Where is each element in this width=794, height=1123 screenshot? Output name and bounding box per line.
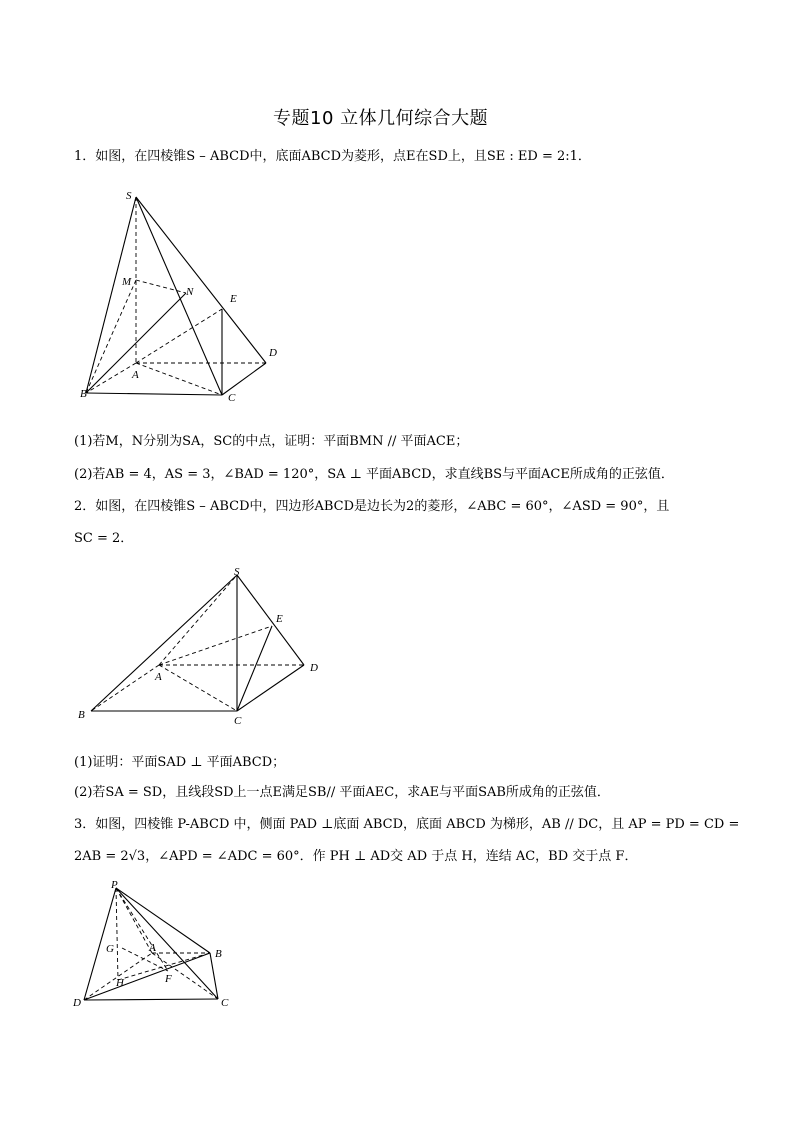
problem-1-part-2: (2)若AB = 4，AS = 3，∠BAD = 120°，SA ⊥ 平面ABCD，求直线BS与平面ACE所成角的正弦值． (74, 467, 674, 482)
label-D: D (73, 997, 81, 1009)
label-C: C (228, 392, 236, 404)
label-E: E (276, 613, 283, 625)
label-B: B (215, 948, 222, 960)
label-H: H (116, 977, 124, 989)
problem-1-intro: 1．如图，在四棱锥S – ABCD中，底面ABCD为菱形，点E在SD上，且SE : ED = 2:1． (74, 149, 591, 164)
label-S: S (234, 566, 240, 578)
label-B: B (78, 709, 85, 721)
label-A: A (155, 671, 162, 683)
problem-2-part-1: (1)证明：平面SAD ⊥ 平面ABCD； (74, 755, 286, 770)
problem-2-part-2: (2)若SA = SD，且线段SD上一点E满足SB// 平面AEC，求AE与平面SAB所成角的正弦值． (74, 785, 610, 800)
label-D: D (310, 662, 318, 674)
page-title: 专题10 立体几何综合大题 (273, 108, 489, 129)
label-F: F (165, 973, 172, 985)
label-C: C (221, 997, 229, 1009)
label-S: S (126, 190, 132, 202)
label-A: A (149, 942, 156, 954)
label-G: G (106, 943, 114, 955)
label-E: E (230, 293, 237, 305)
figure-3-pyramid (70, 876, 240, 1011)
label-M: M (122, 276, 132, 288)
label-N: N (186, 286, 194, 298)
problem-2-intro-cont: SC = 2． (74, 531, 134, 546)
label-A: A (132, 369, 139, 381)
label-B: B (80, 388, 87, 400)
label-C: C (234, 715, 242, 727)
problem-2-intro: 2．如图，在四棱锥S – ABCD中，四边形ABCD是边长为2的菱形，∠ABC = 60°，∠ASD = 90°，且 (74, 499, 670, 514)
problem-1-part-1: (1)若M，N分别为SA，SC的中点，证明：平面BMN // 平面ACE； (74, 434, 469, 449)
figure-2-pyramid (74, 563, 334, 728)
problem-3-intro-cont: 2AB = 2√3，∠APD = ∠ADC = 60°．作 PH ⊥ AD交 AD 于点 H，连结 AC，BD 交于点 F． (74, 849, 638, 864)
label-P: P (111, 879, 118, 891)
problem-3-intro: 3．如图，四棱锥 P-ABCD 中，侧面 PAD ⊥底面 ABCD，底面 ABCD 为梯形，AB // DC，且 AP = PD = CD = (74, 817, 740, 832)
label-D: D (269, 347, 277, 359)
figure-1-pyramid (76, 185, 286, 410)
